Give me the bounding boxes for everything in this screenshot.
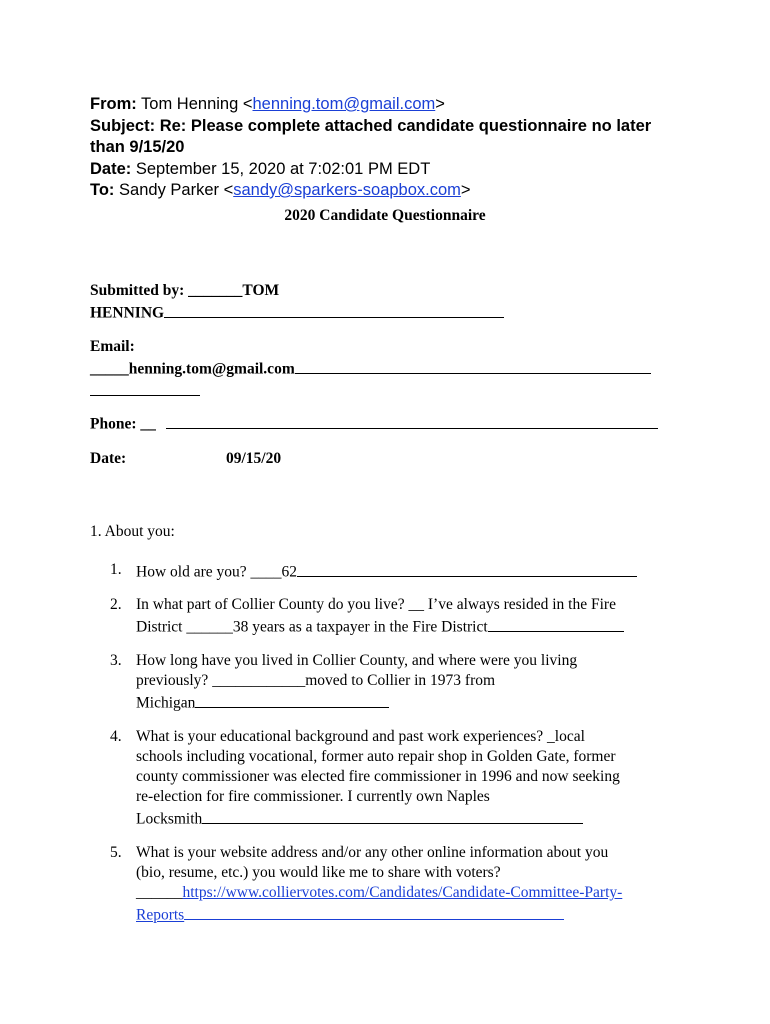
email-underline-2 [90,380,200,397]
email-value: _____henning.tom@gmail.com [90,360,295,378]
submitted-by-underline [164,301,504,318]
question-1 [110,560,670,583]
from-label: From: [90,95,137,113]
subject-line [90,116,690,159]
answer-underline [195,691,389,708]
doc-date-label: Date: [90,450,127,467]
answer-text: District ______38 years as a taxpayer in the Fire District [136,618,488,636]
from-email-link[interactable]: henning.tom@gmail.com [252,95,436,113]
phone-label: Phone: __ [90,415,156,433]
email-field [90,337,651,402]
phone-underline [166,412,658,429]
document-title: 2020 Candidate Questionnaire [284,207,486,224]
answer-prefix: ______ [136,884,183,901]
date-line [90,159,690,181]
section-heading: 1. About you: [90,523,175,540]
question-text: (bio, resume, etc.) you would like me to share with voters? [136,864,501,881]
email-underline [295,357,651,374]
submitted-by-name: HENNING [90,304,165,322]
question-text: How old are you? ____62 [136,563,297,581]
to-email-link[interactable]: sandy@sparkers-soapbox.com [233,181,461,199]
answer-text: county commissioner was elected fire commissioner in 1996 and now seeking [136,768,620,785]
question-2 [110,595,670,638]
question-5 [110,843,670,926]
question-number: 1. [110,561,122,578]
to-label: To: [90,181,115,199]
doc-date-value: 09/15/20 [226,450,282,467]
date-text: September 15, 2020 at 7:02:01 PM EDT [135,159,431,178]
answer-text: previously? ____________moved to Collier in 1973 from [136,672,496,689]
website-link-continued[interactable]: Reports [136,906,185,924]
question-text: What is your website address and/or any other online information about you [136,844,609,861]
to-name: Sandy Parker < [119,181,234,199]
question-number: 3. [110,652,122,669]
answer-underline [297,560,637,577]
website-link[interactable]: https://www.colliervotes.com/Candidates/Candidate-Committee-Party- [182,884,623,901]
answer-underline [202,807,583,824]
phone-field [90,412,658,435]
question-text: In what part of Collier County do you live? __ I’ve always resided in the Fire [136,596,616,613]
answer-underline [184,903,564,920]
question-text: How long have you lived in Collier County, and where were you living [136,652,578,669]
answer-text: Michigan [136,694,196,712]
to-close: > [460,181,471,199]
question-text: What is your educational background and past work experiences? _local [136,728,585,745]
answer-text: re-election for fire commissioner. I currently own Naples [136,788,490,805]
from-close: > [435,95,445,113]
subject-label: Subject: [90,116,156,135]
from-line [90,94,690,116]
submitted-by-field [90,281,504,324]
subject-text: Re: Please complete attached candidate questionnaire no later than 9/15/20 [90,116,652,156]
answer-underline [488,615,624,632]
from-name: Tom Henning < [141,95,253,113]
answer-text: Locksmith [136,810,203,828]
question-4 [110,727,670,830]
email-header [90,94,690,202]
date-field [90,449,282,469]
question-3 [110,651,670,714]
question-number: 5. [110,844,122,861]
date-label: Date: [90,159,132,178]
question-number: 2. [110,596,122,613]
answer-text: schools including vocational, former auto repair shop in Golden Gate, former [136,748,616,765]
question-number: 4. [110,728,122,745]
to-line [90,180,690,202]
submitted-by-label: Submitted by: _______TOM [90,282,280,299]
email-label: Email: [90,338,135,355]
